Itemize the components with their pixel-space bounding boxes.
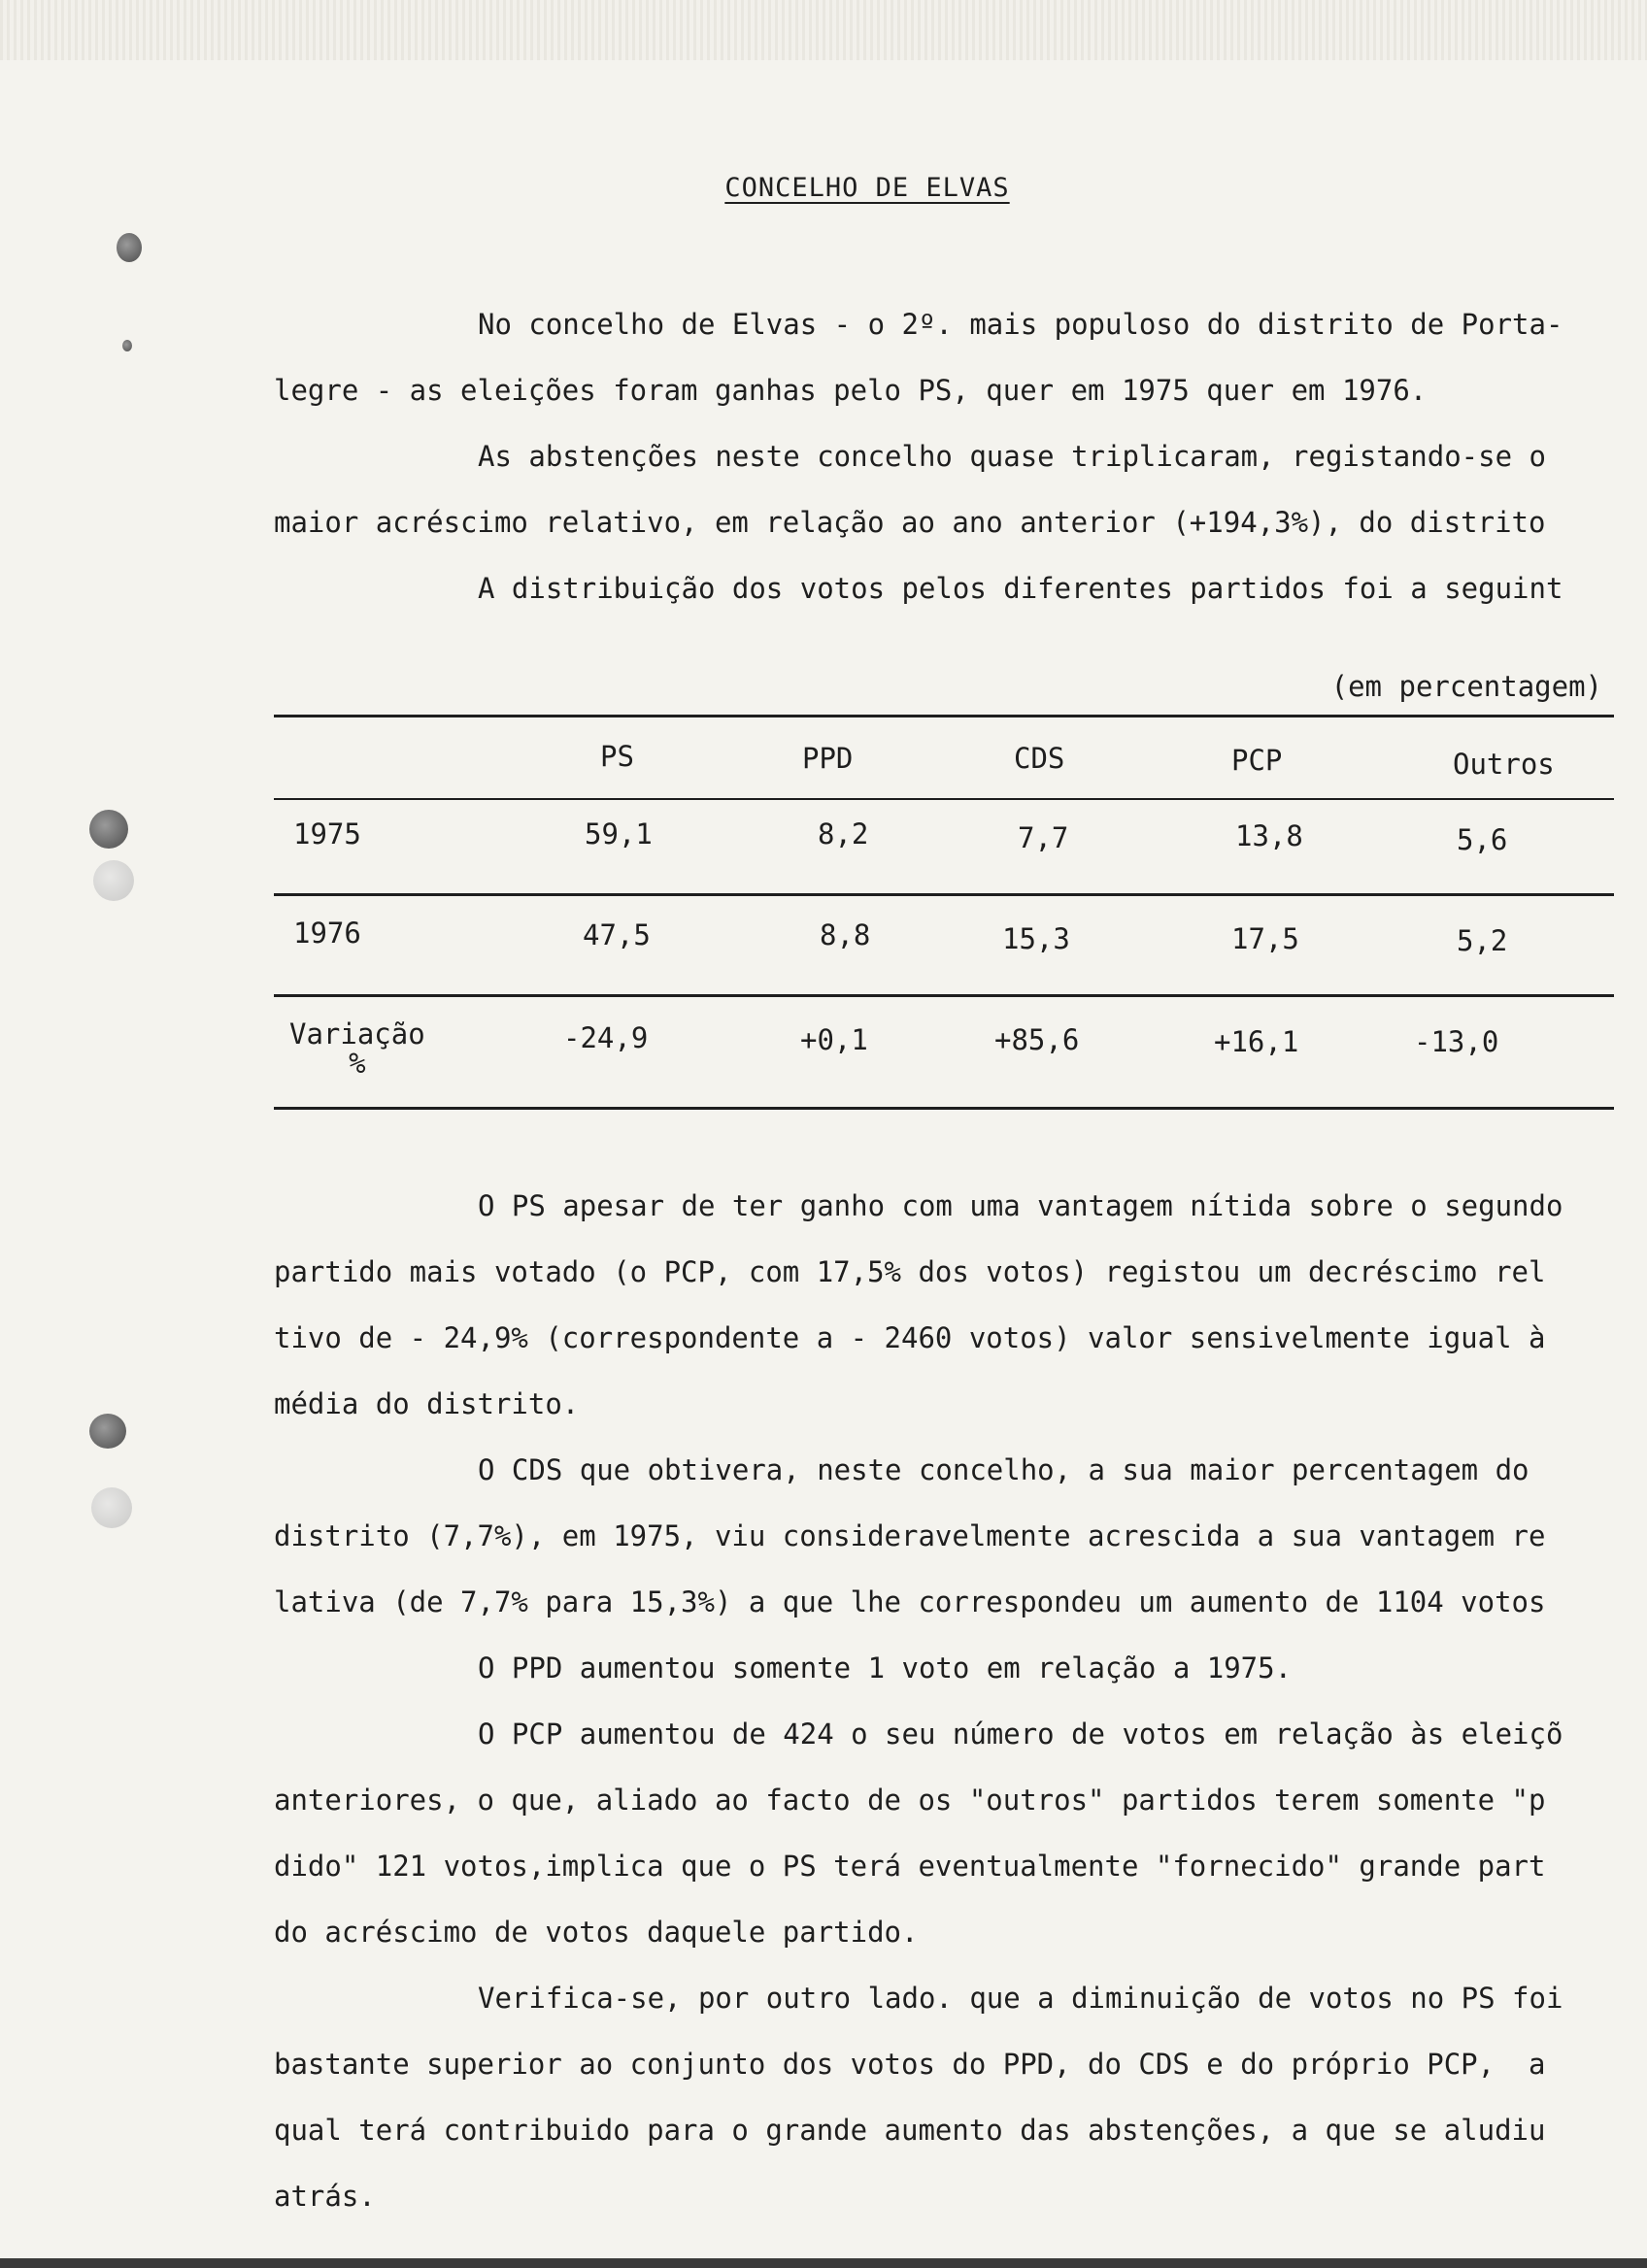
scan-bottom-border [0, 2258, 1647, 2268]
table-cell: 47,5 [583, 918, 651, 951]
text-line: partido mais votado (o PCP, com 17,5% dos votos) registou um decréscimo rel [274, 1255, 1546, 1288]
text-line: média do distrito. [274, 1387, 580, 1420]
text-line: legre - as eleições foram ganhas pelo PS, quer em 1975 quer em 1976. [274, 374, 1428, 407]
text-line: dido" 121 votos,implica que o PS terá eventualmente "fornecido" grande part [274, 1850, 1546, 1883]
table-cell: +0,1 [800, 1023, 868, 1056]
table-rule [274, 994, 1614, 997]
table-cell: 8,2 [818, 817, 869, 850]
text-line: O PPD aumentou somente 1 voto em relação a 1975. [478, 1651, 1293, 1684]
column-header-outros: Outros [1453, 748, 1555, 781]
scan-top-border [0, 0, 1647, 60]
text-line: A distribuição dos votos pelos diferentes partidos foi a seguint [478, 572, 1563, 605]
punch-hole [89, 810, 128, 849]
text-line: do acréscimo de votos daquele partido. [274, 1916, 919, 1949]
text-line: distrito (7,7%), em 1975, viu consideravelmente acrescida a sua vantagem re [274, 1519, 1546, 1552]
text-line: lativa (de 7,7% para 15,3%) a que lhe correspondeu um aumento de 1104 votos [274, 1585, 1546, 1618]
row-label-1975: 1975 [293, 817, 361, 850]
text-line: maior acréscimo relativo, em relação ao ano anterior (+194,3%), do distrito [274, 506, 1546, 539]
table-rule [274, 798, 1614, 800]
punch-hole [93, 860, 134, 901]
text-line: atrás. [274, 2180, 376, 2213]
punch-hole [89, 1414, 126, 1449]
page-title: CONCELHO DE ELVAS [724, 173, 1010, 203]
text-line: anteriores, o que, aliado ao facto de os "outros" partidos terem somente "p [274, 1784, 1546, 1817]
table-cell: 8,8 [820, 918, 871, 951]
table-cell: +85,6 [994, 1023, 1080, 1056]
table-rule [274, 715, 1614, 717]
text-line: Verifica-se, por outro lado. que a diminuição de votos no PS foi [478, 1982, 1563, 2015]
punch-hole [122, 340, 132, 351]
column-header-ppd: PPD [802, 742, 854, 775]
column-header-cds: CDS [1014, 742, 1065, 775]
column-header-ps: PS [600, 740, 634, 773]
table-cell: 13,8 [1235, 819, 1303, 852]
punch-hole [117, 233, 142, 262]
text-line: qual terá contribuido para o grande aumento das abstenções, a que se aludiu [274, 2114, 1546, 2147]
table-rule [274, 1107, 1614, 1110]
table-cell: 7,7 [1018, 821, 1069, 854]
table-rule [274, 893, 1614, 896]
text-line: As abstenções neste concelho quase triplicaram, registando-se o [478, 440, 1546, 473]
text-line: No concelho de Elvas - o 2º. mais populoso do distrito de Porta- [478, 308, 1563, 341]
text-line: O PCP aumentou de 424 o seu número de votos em relação às eleiçõ [478, 1718, 1563, 1751]
table-cell: 59,1 [585, 817, 653, 850]
column-header-pcp: PCP [1231, 744, 1283, 777]
text-line: O CDS que obtivera, neste concelho, a sua maior percentagem do [478, 1453, 1529, 1486]
table-cell: 15,3 [1002, 922, 1070, 955]
table-unit-note: (em percentagem) [1330, 670, 1602, 703]
table-cell: -24,9 [563, 1021, 649, 1054]
table-cell: 17,5 [1231, 922, 1299, 955]
punch-hole [91, 1487, 132, 1528]
text-line: bastante superior ao conjunto dos votos do PPD, do CDS e do próprio PCP, a [274, 2048, 1546, 2081]
table-cell: 5,2 [1457, 924, 1508, 957]
text-line: O PS apesar de ter ganho com uma vantagem nítida sobre o segundo [478, 1189, 1563, 1222]
text-line: tivo de - 24,9% (correspondente a - 2460 votos) valor sensivelmente igual à [274, 1321, 1546, 1354]
table-cell: -13,0 [1414, 1025, 1499, 1058]
table-cell: +16,1 [1214, 1025, 1299, 1058]
table-cell: 5,6 [1457, 823, 1508, 856]
row-label-variacao: Variação % [289, 1017, 425, 1080]
row-label-1976: 1976 [293, 917, 361, 950]
